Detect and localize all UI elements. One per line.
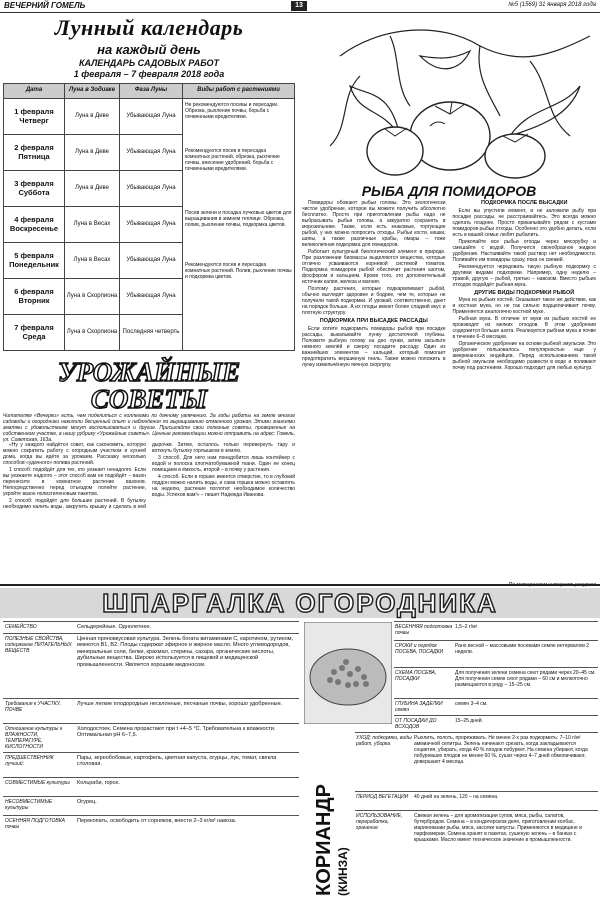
section-divider xyxy=(0,584,600,586)
lunar-calendar xyxy=(3,15,295,351)
newspaper-name: ВЕЧЕРНИЙ ГОМЕЛЬ xyxy=(4,1,86,10)
page-number: 13 xyxy=(291,1,307,11)
table-row: СРОКИ и порядок ПОСЕВА, ПОСАДКИ Рано весной – массовыми посевами семян интервалом 2 недели. xyxy=(394,641,598,668)
table-row: СОВМЕСТИМЫЕ культуры Кольраби, горох. xyxy=(3,777,299,796)
issue-date: №5 (1569) 31 января 2018 года xyxy=(508,2,596,8)
table-row: ПРЕДШЕСТВЕННИК лучший: Пары, зернобобовые, картофель, цветная капуста, огурцы, лук, томат, свекла столовая. xyxy=(3,752,299,777)
fish-subheading-1: ПОДКОРМКА ПРИ ВЫСАДКЕ РАССАДЫ xyxy=(319,318,428,324)
harvest-tips-banner xyxy=(3,355,295,413)
table-row: 2 февраля Пятница Луна в Деве Убывающая Луна xyxy=(4,134,295,170)
table-row: ОСЕННЯЯ ПОДГОТОВКА почвы Перекопать, освободить от сорняков, внести 2–3 кг/м² навоза. xyxy=(3,815,299,834)
table-row: СХЕМА ПОСЕВА, ПОСАДКИ Для получения зелени семена сеют рядами через 20–45 см. Для получения семян сеют рядами – 60 см и мелкоточно размещаются в ряду – 15–25 см. xyxy=(394,668,598,699)
fish-article-title: РЫБА ДЛЯ ПОМИДОРОВ xyxy=(361,183,537,199)
lunar-subtitle-2: КАЛЕНДАРЬ САДОВЫХ РАБОТ xyxy=(78,58,219,68)
table-row: 1 февраля Четверг Луна в Деве Убывающая Луна Не рекомендуются посевы и пересадки. Обрезка, рыхление почвы, борьба с почвенными вредителями. Рекомендуются посев и пересадка комнатных растений, обрезка, рыхление почвы, внесение удобрений, борьба с почвенными вредителями. Посев зелени и посадка лучковых цветов для выращивания в зимнем теплице. Обрезка, полив, рыхление почвы, подкормка цветов. Рекомендуются посев и пересадка комнатных растений. Полив, рыхление почвы и подкормка цветов. xyxy=(4,99,295,135)
coriander-name: КОРИАНДР xyxy=(313,784,335,896)
coriander-alt-name: (КИНЗА) xyxy=(336,847,350,896)
col-phase: Фаза Луны xyxy=(120,84,183,99)
coriander-care-table xyxy=(355,732,598,861)
cheatsheet-title: ШПАРГАЛКА ОГОРОДНИКА xyxy=(0,588,600,618)
lunar-subtitle: на каждый день xyxy=(97,42,201,57)
fish-article-body: Помидоры обожают рыбьи головы. Это экологически чистое удобрение, которое вы можете получить абсолютно бесплатно. Просто при приготовлении рыбы надо не выбрасывать рыбьи головы, а аккуратно сохранять в морозильнике. Также, если есть знакомые, торгующие рыбой, у них можно попросить отходы. Рыбьи кости, кишки, шипы, а также различные крабы, омары – тоже великолепная подкормка для помидоров. Работает культурный биологический элемент в природе. При разложении биомассы выделяются вещества, которые отлично усваиваются корневой системой томатов. Подкормка помидоров рыбой обеспечит растения азотом, фосфором и кальцием. Кроме того, это дополнительный источник калия, железа и магния. Поэтому растения, которые подкармливают рыбой, обычно выглядят здоровее и бодрее, чем те, которые не получили такой подкормки. И урожай, соответственно, дают на порядок больше. А их плоды имеют более сладкий вкус и плотную структуру. ПОДКОРМКА ПРИ ВЫСАДКЕ РАССАДЫ Если хотите подкормить помидоры рыбой при посадке рассады, выкапывайте лунку достаточной глубины. Положите рыбную голову на дно лунки, затем засыпьте немного землёй и сверху посадите рассаду. Один из важнейших элементов – кальций, который помогает предотвратить вершинную гниль. Также можно положить в лунку измельчённую яичную скорлупу. ПОДКОРМКА ПОСЛЕ ВЫСАДКИ Если вы упустили момент, и не заложили рыбу при посадке рассады, не расстраивайтесь. Это всегда можно сделать позднее. Просто прикапывайте рядом с кустами помидоров рыбьи отходы. Особенно это удобно делать, если есть в вашей семье любят рыбалить. Прикопайте все рыбьи отходы через мясорубку и смешайте с водой. Получится своеобразное жидкое удобрение. Настаивайте такой раствор нет необходимости. Поливайте им помидоры сразу, пока он свежий. Рекомендуется чередовать такую рыбную подкормку с другими видами подкормки. Например, одну неделю – травой, другую – рыбой, третью – навозом. Вместо рыбьих отходов подойдёт рыбная мука. ДРУГИЕ ВИДЫ ПОДКОРМКИ РЫБОЙ Мука из рыбьих костей. Оказывает такое же действие, как и костная мука, но не так сильно подщелачивает почву. Применяется аналогично костной муке. Рыбная мука. В отличие от муки из рыбьих костей ее производят из мелких отходов. В этом удобрении содержится больше азота. Реализуется рыбная мука в почве в течение 6–8 месяцев. Органическое удобрение на основе рыбной эмульсии. Это удобрение пользовалось популярностью еще у американских индейцев. Перед использованием такой рыбной эмульсии необходимо развести в воде и поливают почву под растением. Хорошо подходит для любых культур. xyxy=(302,200,596,372)
lunar-dates: 1 февраля – 7 февраля 2018 года xyxy=(73,69,225,79)
harvest-tips-title: УРОЖАЙНЫЕ СОВЕТЫ xyxy=(57,357,241,414)
fish-subheading-3: ДРУГИЕ ВИДЫ ПОДКОРМКИ РЫБОЙ xyxy=(474,289,575,296)
celery-table xyxy=(3,621,299,834)
harvest-tips-intro: Читателям «Вечерки» есть, чем поделиться с коллегами по дачному увлечению. За годы работы на земле многие садоводы и огородники накопили бесценный опыт и наблюдения по выращиванию отменного урожая. Этими знаниями земляки с удовольствием могут воспользоваться и другие. Присылайте свои полезные советы, проверенные на собственном участке, в нашу рубрику «Урожайные советы». Ценные рекомендации можно отправить на адрес: Гомель, ул. Советская, 163а. xyxy=(3,413,295,443)
harvest-tips-body: «Ну у каждого найдётся совет, как сэкономить, которую можно сократить работу с огородным участком и кухней дома, когда вы идёте за урожаем. Расскажу несколько способов «удачного» полива растений. 1 способ: подойдёт для тех, кто уезжает ненадолго. Если вы уезжаете надолго – этот способ вам не подойдёт – вазон перенесите в комнатное растение вазонов. Непосредственно перед отъездом полейте растение, укройте вазон полиэтиленовым пакетом. 2 способ: подойдёт для больших растений. В бутылку необходимо налить воды, закрутить крышку и сделать в ней дырочки. Затем, осталось только перевернуть тару и воткнуть бутылку горлышком в землю. 3 способ. Для него нам понадобится лишь контейнер с водой и полоска хлопчатобумажной ткани. Один ее конец помещаем в ёмкость, второй – в почву у растения. 4 способ. Если в горшке имеется отверстие, то в глубокий поддон можно налить воды, и сама горшка можно оставлять на неделю, растение поглотит необходимое количество воды. Успехов вам!» – пишет Надежда Иванова. xyxy=(3,442,295,510)
table-row: 5 февраля Понедельник Луна в Весах Убывающая Луна xyxy=(4,242,295,278)
table-row: ВЕСЕННЯЯ подготовка почвы 1,5–2 г/м². xyxy=(394,622,598,641)
table-row: ГЛУБИНА ЗАДЕЛКИ семян семян 3–4 см. xyxy=(394,699,598,716)
col-works: Виды работ с растениями xyxy=(183,84,295,99)
table-row: НЕСОВМЕСТИМЫЕ культуры Огурец. xyxy=(3,796,299,815)
table-row: ИСПОЛЬЗОВАНИЕ, переработка, хранение Свежая зелень – для ароматизации супов, мяса, рыбы, салатов, бутербродов. Семена – в кондитерском деле, приготовлении колбас, мариновании рыбы, мяса, засолке капусты. Применяются в медицине и парфюмерии. Семена хранят в пакетах, сушеную зелень – в банках с крышками. Масло имеет техническое значение в промышленности. xyxy=(355,811,598,862)
works-cell: Не рекомендуются посевы и пересадки. Обрезка, рыхление почвы, борьба с почвенными вредителями. Рекомендуются посев и пересадка комнатных растений, обрезка, рыхление почвы, внесение удобрений, борьба с почвенными вредителями. Посев зелени и посадка лучковых цветов для выращивания в зимнем теплице. Обрезка, полив, рыхление почвы, подкормка цветов. Рекомендуются посев и пересадка комнатных растений. Полив, рыхление почвы и подкормка цветов. xyxy=(183,99,295,351)
table-row: Требования к УЧАСТКУ, ПОЧВЕ Лучше легкие плодородные несклонные, песчаные почвы, хорошо удобренные. xyxy=(3,698,299,723)
table-row: ПЕРИОД ВЕГЕТАЦИИ 40 дней на зелень, 120 – на семена. xyxy=(355,792,598,811)
table-row: Отношение культуры к ВЛАЖНОСТИ, ТЕМПЕРАТУРЕ, КИСЛОТНОСТИ Холодостоек. Семена прорастают при t +4–5 °C. Требовательна к влажности. Оптимальная рН 6–7,5. xyxy=(3,723,299,752)
col-date: Дата xyxy=(4,84,65,99)
col-zodiac: Луна в Зодиаке xyxy=(65,84,120,99)
lunar-title: Лунный календарь xyxy=(54,15,244,40)
table-row: ПОЛЕЗНЫЕ СВОЙСТВА, содержание ПИТАТЕЛЬНЫХ ВЕЩЕСТВ Ценная пряновкусовая культура. Зелень богата витаминами С, каротином, рутином, имеются В1, В2. Плоды содержат эфирное и жирное масло. Много углеводородов, минеральные соли, белки, крахмал, стерины, сахара, органические кислоты, дубильные вещества. Широко используется в пищевой и медицинской промышленности. Является хорошим медоносом. xyxy=(3,633,299,698)
coriander-table xyxy=(394,621,598,732)
table-row: СЕМЕЙСТВО Сельдерейные. Однолетнее. xyxy=(3,622,299,634)
tomato-illustration xyxy=(300,16,598,182)
fish-subheading-2: ПОДКОРМКА ПОСЛЕ ВЫСАДКИ xyxy=(481,200,568,206)
table-row: 7 февраля Среда Луна в Скорпиона Последняя четверть xyxy=(4,314,295,350)
table-row: 4 февраля Воскресенье Луна в Весах Убывающая Луна xyxy=(4,206,295,242)
page-header xyxy=(0,0,600,13)
table-row: УХОД: подкормки, виды работ, уборка Рыхлить, полоть, прореживать. Не менее 2-х раз подкормить: 7–10 г/м² аммиачной селитры. Зелень начинают срезать, когда закладываются соцветия, убирать, когда 40 % плодов побуреет. На семена убирают, когда побуревших плодов не менее 60 %, сушат через 4–7 дней обмолачивают, довершают 4 месяца. xyxy=(355,733,598,792)
lunar-table xyxy=(3,83,295,351)
tomato-drawing xyxy=(300,16,598,182)
table-row: 6 февраля Вторник Луна в Скорпиона Убывающая Луна xyxy=(4,278,295,314)
coriander-label xyxy=(300,784,354,896)
table-row: ОТ ПОСАДКИ ДО ВСХОДОВ 15–25 дней. xyxy=(394,716,598,733)
coriander-seeds-image xyxy=(304,622,392,724)
table-row: 3 февраля Суббота Луна в Деве Убывающая Луна xyxy=(4,170,295,206)
